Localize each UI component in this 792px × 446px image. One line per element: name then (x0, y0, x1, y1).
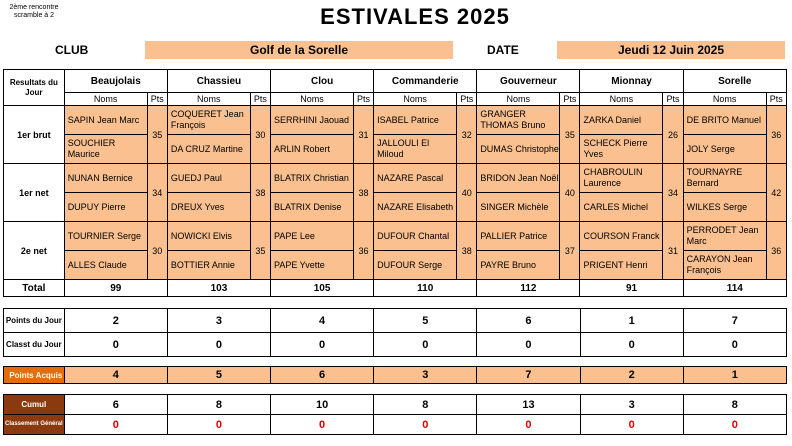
date-label: DATE (487, 43, 519, 57)
club-total: 114 (683, 280, 786, 297)
team-points: 36 (766, 106, 786, 164)
classement-general-value: 0 (580, 415, 683, 435)
player-name: SCHECK Pierre Yves (580, 135, 663, 164)
club-total: 91 (580, 280, 683, 297)
cumul-band (3, 394, 787, 435)
team-points: 30 (147, 222, 167, 280)
player-name: NAZARE Elisabeth (374, 193, 457, 222)
pts-header: Pts (663, 93, 683, 106)
classement-general-value: 0 (683, 415, 786, 435)
page-title: ESTIVALES 2025 (320, 4, 510, 29)
pts-header: Pts (250, 93, 270, 106)
points-acquis-value: 5 (167, 367, 270, 384)
cumul-value: 6 (64, 395, 167, 415)
player-name: ISABEL Patrice (374, 106, 457, 135)
cumul-value: 10 (271, 395, 374, 415)
classt-jour-value: 0 (683, 333, 786, 357)
player-name: COQUERET Jean François (167, 106, 250, 135)
classt-jour-value: 0 (477, 333, 580, 357)
player-name: ARLIN Robert (271, 135, 354, 164)
cumul-value: 3 (580, 395, 683, 415)
club-header: Chassieu (167, 70, 270, 93)
day-points-band (3, 308, 787, 357)
team-points: 26 (663, 106, 683, 164)
noms-header: Noms (374, 93, 457, 106)
player-name: SAPIN Jean Marc (64, 106, 147, 135)
player-name: CARAYON Jean François (683, 251, 766, 280)
player-name: SOUCHIER Maurice (64, 135, 147, 164)
team-points: 34 (147, 164, 167, 222)
team-points: 40 (560, 164, 580, 222)
pts-header: Pts (766, 93, 786, 106)
classement-general-value: 0 (477, 415, 580, 435)
corner-label: Resultats du Jour (4, 70, 65, 106)
cumul-value: 8 (374, 395, 477, 415)
team-points: 40 (457, 164, 477, 222)
classt-jour-value: 0 (167, 333, 270, 357)
classt-jour-value: 0 (64, 333, 167, 357)
player-name: SERRHINI Jaouad (271, 106, 354, 135)
points-acquis-value: 3 (374, 367, 477, 384)
team-points: 37 (560, 222, 580, 280)
player-name: PALLIER Patrice (477, 222, 560, 251)
points-acquis-value: 6 (271, 367, 374, 384)
team-points: 35 (560, 106, 580, 164)
player-name: DA CRUZ Martine (167, 135, 250, 164)
pts-header: Pts (457, 93, 477, 106)
team-points: 38 (457, 222, 477, 280)
cumul-value: 8 (683, 395, 786, 415)
date-value: Jeudi 12 Juin 2025 (557, 41, 785, 59)
club-total: 105 (271, 280, 374, 297)
points-jour-value: 5 (374, 309, 477, 333)
points-jour-value: 6 (477, 309, 580, 333)
cumul-value: 13 (477, 395, 580, 415)
club-header: Beaujolais (64, 70, 167, 93)
noms-header: Noms (167, 93, 250, 106)
player-name: NAZARE Pascal (374, 164, 457, 193)
team-points: 36 (353, 222, 373, 280)
club-header: Clou (271, 70, 374, 93)
noms-header: Noms (64, 93, 147, 106)
club-total: 110 (374, 280, 477, 297)
player-name: DUFOUR Serge (374, 251, 457, 280)
results-table (3, 69, 787, 297)
club-total: 99 (64, 280, 167, 297)
player-name: PAPE Lee (271, 222, 354, 251)
player-name: TOURNAYRE Bernard (683, 164, 766, 193)
player-name: PAPE Yvette (271, 251, 354, 280)
team-points: 36 (766, 222, 786, 280)
team-points: 35 (147, 106, 167, 164)
team-points: 32 (457, 106, 477, 164)
pts-header: Pts (353, 93, 373, 106)
club-total: 103 (167, 280, 270, 297)
player-name: TOURNIER Serge (64, 222, 147, 251)
player-name: ZARKA Daniel (580, 106, 663, 135)
player-name: CHABROULIN Laurence (580, 164, 663, 193)
classement-general-value: 0 (374, 415, 477, 435)
noms-header: Noms (271, 93, 354, 106)
points-jour-label: Points du Jour (4, 309, 65, 333)
points-jour-value: 1 (580, 309, 683, 333)
player-name: DUPUY Pierre (64, 193, 147, 222)
team-points: 31 (353, 106, 373, 164)
team-points: 31 (663, 222, 683, 280)
player-name: COURSON Franck (580, 222, 663, 251)
noms-header: Noms (477, 93, 560, 106)
player-name: JOLY Serge (683, 135, 766, 164)
player-name: BLATRIX Christian (271, 164, 354, 193)
club-header: Sorelle (683, 70, 786, 93)
player-name: BRIDON Jean Noël (477, 164, 560, 193)
classement-general-value: 0 (64, 415, 167, 435)
player-name: WILKES Serge (683, 193, 766, 222)
club-header: Gouverneur (477, 70, 580, 93)
points-jour-value: 3 (167, 309, 270, 333)
player-name: BOTTIER Annie (167, 251, 250, 280)
points-acquis-value: 2 (580, 367, 683, 384)
classement-general-value: 0 (167, 415, 270, 435)
player-name: BLATRIX Denise (271, 193, 354, 222)
total-label: Total (4, 280, 65, 297)
club-header: Commanderie (374, 70, 477, 93)
points-acquis-value: 7 (477, 367, 580, 384)
player-name: JALLOULI El Miloud (374, 135, 457, 164)
cumul-label: Cumul (4, 395, 65, 415)
points-acquis-value: 1 (683, 367, 786, 384)
club-header: Mionnay (580, 70, 683, 93)
player-name: DUMAS Christophe (477, 135, 560, 164)
team-points: 42 (766, 164, 786, 222)
points-acquis-value: 4 (64, 367, 167, 384)
points-jour-value: 7 (683, 309, 786, 333)
noms-header: Noms (580, 93, 663, 106)
club-total: 112 (477, 280, 580, 297)
player-name: CARLES Michel (580, 193, 663, 222)
team-points: 35 (250, 222, 270, 280)
row-label: 2e net (4, 222, 65, 280)
points-acquis-label: Points Acquis (4, 367, 65, 384)
player-name: NUNAN Bernice (64, 164, 147, 193)
club-label: CLUB (55, 43, 89, 57)
team-points: 30 (250, 106, 270, 164)
points-jour-value: 4 (271, 309, 374, 333)
classement-general-label: Classement Général (4, 415, 65, 435)
classt-jour-value: 0 (580, 333, 683, 357)
player-name: PRIGENT Henri (580, 251, 663, 280)
player-name: DREUX Yves (167, 193, 250, 222)
pts-header: Pts (147, 93, 167, 106)
player-name: SINGER Michèle (477, 193, 560, 222)
player-name: GUEDJ Paul (167, 164, 250, 193)
team-points: 38 (353, 164, 373, 222)
team-points: 34 (663, 164, 683, 222)
classt-jour-value: 0 (374, 333, 477, 357)
points-jour-value: 2 (64, 309, 167, 333)
club-value: Golf de la Sorelle (145, 41, 453, 59)
pts-header: Pts (560, 93, 580, 106)
player-name: GRANGER THOMAS Bruno (477, 106, 560, 135)
classt-jour-value: 0 (271, 333, 374, 357)
player-name: PAYRE Bruno (477, 251, 560, 280)
classement-general-value: 0 (271, 415, 374, 435)
event-note: 2ème rencontre scramble à 2 (9, 4, 59, 19)
points-acquis-band (3, 366, 787, 384)
classt-jour-label: Classt du Jour (4, 333, 65, 357)
row-label: 1er net (4, 164, 65, 222)
player-name: DUFOUR Chantal (374, 222, 457, 251)
cumul-value: 8 (167, 395, 270, 415)
player-name: NOWICKI Elvis (167, 222, 250, 251)
player-name: PERRODET Jean Marc (683, 222, 766, 251)
row-label: 1er brut (4, 106, 65, 164)
player-name: DE BRITO Manuel (683, 106, 766, 135)
noms-header: Noms (683, 93, 766, 106)
team-points: 38 (250, 164, 270, 222)
player-name: ALLES Claude (64, 251, 147, 280)
